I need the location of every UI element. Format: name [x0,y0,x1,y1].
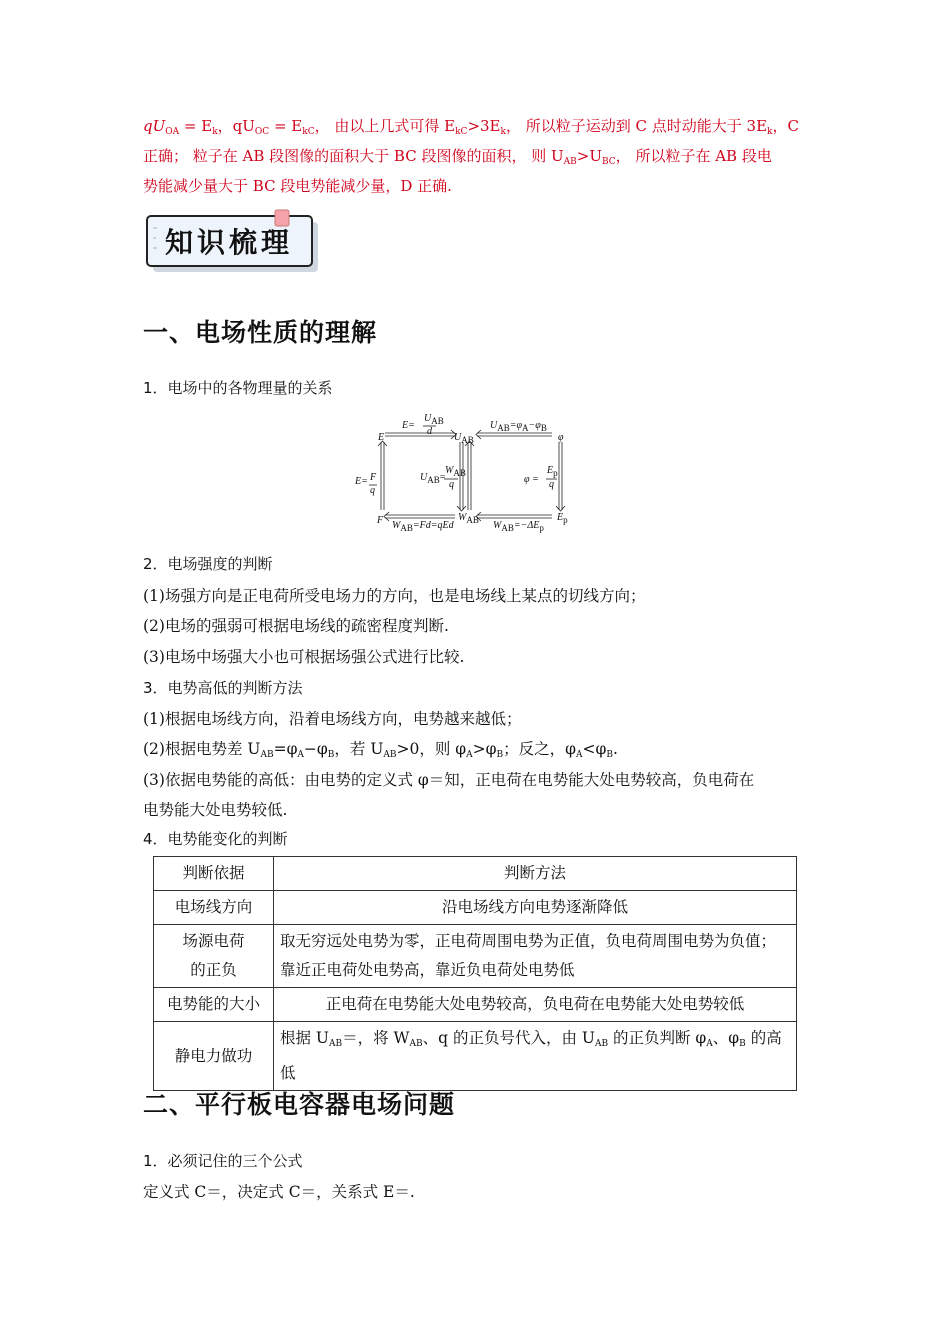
answer-seg: 正确； 粒子在 AB 段图像的面积大于 BC 段图像的面积， 则 U [143,147,564,165]
answer-seg: = E [179,117,213,135]
table-row [154,891,797,925]
node-Ep: $E_p$ [557,512,568,525]
table-cell: 根据 $U_{AB}=$，将 $W_{AB}$、q 的正负号代入，由 $U_{AB}$ 的正负判断 $\varphi_A$、$\varphi_B$ 的高低 [274,1022,797,1091]
relation-diagram [350,410,580,540]
answer-seg: ，qU [217,117,255,135]
section1-heading: 一、电场性质的理解 [143,318,378,347]
table-head-cell: 判断方法 [274,857,797,891]
item1-heading: 1．电场中的各物理量的关系 [143,379,333,397]
para-2-3: (3)电场中场强大小也可根据场强公式进行比较. [143,648,465,666]
label-E-eq: E= [402,420,415,431]
answer-line-3: 势能减少量大于 BC 段电势能减少量，D 正确. [143,177,452,195]
table-row [154,1022,797,1091]
answer-sub: OC [254,127,270,137]
label-UAB-phi: $U_{AB}=\varphi_A-\varphi_B$ [490,420,547,433]
table-cell: 静电力做功 [154,1022,274,1091]
node-E: E [378,432,385,443]
answer-sub: kC [302,127,315,137]
para-3-2: (2)根据电势差 $U_{AB}=\varphi_A-\varphi_B$，若 $U_{AB}>0$，则 $\varphi_A>\varphi_B$；反之，$\varphi_A<\varphi_B$. [143,740,618,760]
table-cell: 电势能的大小 [154,988,274,1022]
item3-heading: 3．电势高低的判断方法 [143,679,303,697]
answer-seg: = E [269,117,303,135]
para-3-3b: 电势能大处电势较低. [143,801,288,819]
label-W-dEp: $W_{AB}=-\Delta E_p$ [493,520,544,533]
section2-item1: 1．必须记住的三个公式 [143,1152,303,1170]
section2-heading: 二、平行板电容器电场问题 [143,1090,456,1119]
table-cell: 电场线方向 [154,891,274,925]
table-cell: 沿电场线方向电势逐渐降低 [274,891,797,925]
answer-sub: BC [602,157,616,167]
answer-sub: k [500,127,506,137]
answer-seg: qU [143,117,166,135]
label-EF-den: q [370,485,375,496]
answer-sub: k [212,127,218,137]
answer-seg: ，C [772,117,799,135]
label-W-Fd: $W_{AB}=Fd=qEd$ [392,520,454,533]
answer-seg: >U [576,147,602,165]
label-EF-pre: E= [355,476,368,487]
table-cell: 正电荷在电势能大处电势较高，负电荷在电势能大处电势较低 [274,988,797,1022]
label-U-pre: $U_{AB}=$ [420,472,446,485]
label-EF-num: F [370,472,377,483]
label-E-den: d [427,426,432,437]
label-phi-pre: φ = [524,474,539,485]
answer-seg: ， 所以粒子运动到 C 点时动能大于 3E [505,117,768,135]
table-head-cell: 判断依据 [154,857,274,891]
section2-para1: 定义式 C＝，决定式 C＝，关系式 E＝. [143,1183,415,1201]
item2-heading: 2．电场强度的判断 [143,555,273,573]
table-cell: 场源电荷 的正负 [154,925,274,988]
banner-title: 知识梳理 [165,226,294,259]
table-cell: 取无穷远处电势为零，正电荷周围电势为正值，负电荷周围电势为负值；靠近正电荷处电势高，靠近负电荷处电势低 [274,925,797,988]
table-row [154,988,797,1022]
answer-sub: kC [455,127,468,137]
para-3-3a: (3)依据电势能的高低：由电势的定义式 φ＝知，正电荷在电势能大处电势较高，负电荷在 [143,771,755,789]
judgment-table [153,856,797,1091]
table-row [154,925,797,988]
node-UAB: $U_{AB}$ [454,432,474,445]
label-E-num: $U_{AB}$ [424,413,444,426]
answer-seg: >3E [467,117,501,135]
answer-seg: ， 由以上几式可得 E [314,117,456,135]
answer-sub: AB [563,157,577,167]
answer-sub: k [767,127,773,137]
answer-seg: ， 所以粒子在 AB 段电 [615,147,772,165]
node-phi: φ [558,432,564,443]
para-2-2: (2)电场的强弱可根据电场线的疏密程度判断. [143,617,449,635]
label-phi-num: $E_p$ [547,465,558,478]
answer-sub: OA [165,127,180,137]
node-F: F [377,515,384,526]
node-WAB: $W_{AB}$ [458,512,479,525]
para-2-1: (1)场强方向是正电荷所受电场力的方向，也是电场线上某点的切线方向； [143,587,646,605]
knowledge-banner [143,208,323,273]
label-phi-den: q [549,479,554,490]
label-U-den: q [449,479,454,490]
table-row [154,857,797,891]
para-3-1: (1)根据电场线方向，沿着电场线方向，电势越来越低； [143,710,522,728]
label-U-num: $W_{AB}$ [445,465,466,478]
item4-heading: 4．电势能变化的判断 [143,830,288,848]
